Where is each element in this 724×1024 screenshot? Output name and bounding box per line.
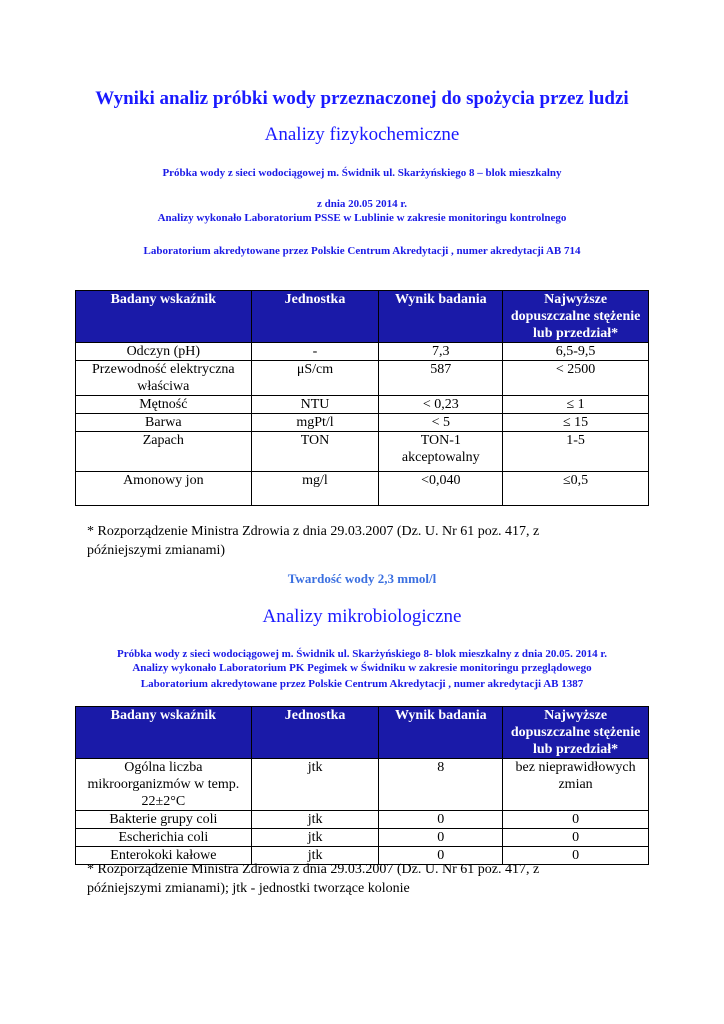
micro-heading: Analizy mikrobiologiczne xyxy=(262,606,462,627)
header-indicator: Badany wskaźnik xyxy=(76,291,252,343)
phys-lab: Analizy wykonało Laboratorium PSSE w Lublinie w zakresie monitoringu kontrolnego xyxy=(157,212,567,224)
table-row xyxy=(76,396,649,414)
table-row xyxy=(76,343,649,361)
footnote-line: późniejszymi zmianami) xyxy=(87,543,226,558)
hardness-note: Twardość wody 2,3 mmol/l xyxy=(287,571,437,586)
cell-indicator: Mętność xyxy=(76,396,252,414)
micro-footnote xyxy=(87,860,607,898)
footnote-line: późniejszymi zmianami); jtk - jednostki tworzące kolonie xyxy=(87,881,410,896)
cell-result: <0,040 xyxy=(379,472,503,506)
header-result: Wynik badania xyxy=(379,707,503,759)
micro-accred: Laboratorium akredytowane przez Polskie Centrum Akredytacji , numer akredytacji AB 1387 xyxy=(140,678,584,690)
header-indicator: Badany wskaźnik xyxy=(76,707,252,759)
cell-limit: 1-5 xyxy=(503,432,649,472)
micro-lab: Analizy wykonało Laboratorium PK Pegimek w Świdniku w zakresie monitoringu przeglądowego xyxy=(132,662,592,674)
cell-unit: μS/cm xyxy=(251,361,379,396)
micro-sample: Próbka wody z sieci wodociągowej m. Świdnik ul. Skarżyńskiego 8- blok mieszkalny z dnia 20.05. 2014 r. xyxy=(116,648,608,660)
cell-unit: mg/l xyxy=(251,472,379,506)
cell-result: TON-1 akceptowalny xyxy=(379,432,503,472)
table-row xyxy=(76,759,649,811)
table-row xyxy=(76,472,649,506)
cell-limit: ≤0,5 xyxy=(503,472,649,506)
phys-footnote xyxy=(87,522,607,560)
phys-heading: Analizy fizykochemiczne xyxy=(264,124,460,145)
cell-limit: ≤ 15 xyxy=(503,414,649,432)
header-result: Wynik badania xyxy=(379,291,503,343)
cell-indicator: Bakterie grupy coli xyxy=(76,811,252,829)
cell-indicator: Amonowy jon xyxy=(76,472,252,506)
footnote-line: * Rozporządzenie Ministra Zdrowia z dnia 29.03.2007 (Dz. U. Nr 61 poz. 417, z xyxy=(87,524,540,539)
cell-limit: ≤ 1 xyxy=(503,396,649,414)
cell-result: < 0,23 xyxy=(379,396,503,414)
phys-sample: Próbka wody z sieci wodociągowej m. Świdnik ul. Skarżyńskiego 8 – blok mieszkalny xyxy=(162,167,562,179)
cell-limit: 6,5-9,5 xyxy=(503,343,649,361)
phys-accred: Laboratorium akredytowane przez Polskie Centrum Akredytacji , numer akredytacji AB 714 xyxy=(143,245,581,257)
table-row xyxy=(76,432,649,472)
cell-limit: 0 xyxy=(503,811,649,829)
cell-result: < 5 xyxy=(379,414,503,432)
cell-indicator: Odczyn (pH) xyxy=(76,343,252,361)
cell-unit: mgPt/l xyxy=(251,414,379,432)
page-title: Wyniki analiz próbki wody przeznaczonej do spożycia przez ludzi xyxy=(95,88,629,109)
cell-indicator: Barwa xyxy=(76,414,252,432)
cell-limit: < 2500 xyxy=(503,361,649,396)
cell-limit: 0 xyxy=(503,829,649,847)
table-row xyxy=(76,829,649,847)
cell-unit: jtk xyxy=(251,829,379,847)
cell-result: 0 xyxy=(379,829,503,847)
table-row xyxy=(76,811,649,829)
phys-date: z dnia 20.05 2014 r. xyxy=(316,198,408,210)
cell-unit: - xyxy=(251,343,379,361)
header-limit: Najwyższe dopuszczalne stężenie lub przedział* xyxy=(503,291,649,343)
cell-unit: jtk xyxy=(251,847,379,865)
phys-table xyxy=(75,290,649,506)
micro-table xyxy=(75,706,649,865)
table-row xyxy=(76,414,649,432)
cell-indicator: Zapach xyxy=(76,432,252,472)
cell-result: 587 xyxy=(379,361,503,396)
cell-limit: bez nieprawidłowych zmian xyxy=(503,759,649,811)
cell-result: 0 xyxy=(379,811,503,829)
header-unit: Jednostka xyxy=(251,291,379,343)
cell-unit: jtk xyxy=(251,811,379,829)
table-row xyxy=(76,361,649,396)
cell-unit: NTU xyxy=(251,396,379,414)
footnote-line: * Rozporządzenie Ministra Zdrowia z dnia 29.03.2007 (Dz. U. Nr 61 poz. 417, z xyxy=(87,862,540,877)
cell-unit: jtk xyxy=(251,759,379,811)
cell-indicator: Przewodność elektryczna właściwa xyxy=(76,361,252,396)
header-limit: Najwyższe dopuszczalne stężenie lub przedział* xyxy=(503,707,649,759)
cell-result: 7,3 xyxy=(379,343,503,361)
cell-result: 8 xyxy=(379,759,503,811)
cell-result: 0 xyxy=(379,847,503,865)
header-unit: Jednostka xyxy=(251,707,379,759)
cell-indicator: Ogólna liczba mikroorganizmów w temp. 22±2°C xyxy=(76,759,252,811)
cell-unit: TON xyxy=(251,432,379,472)
cell-indicator: Enterokoki kałowe xyxy=(76,847,252,865)
cell-limit: 0 xyxy=(503,847,649,865)
cell-indicator: Escherichia coli xyxy=(76,829,252,847)
